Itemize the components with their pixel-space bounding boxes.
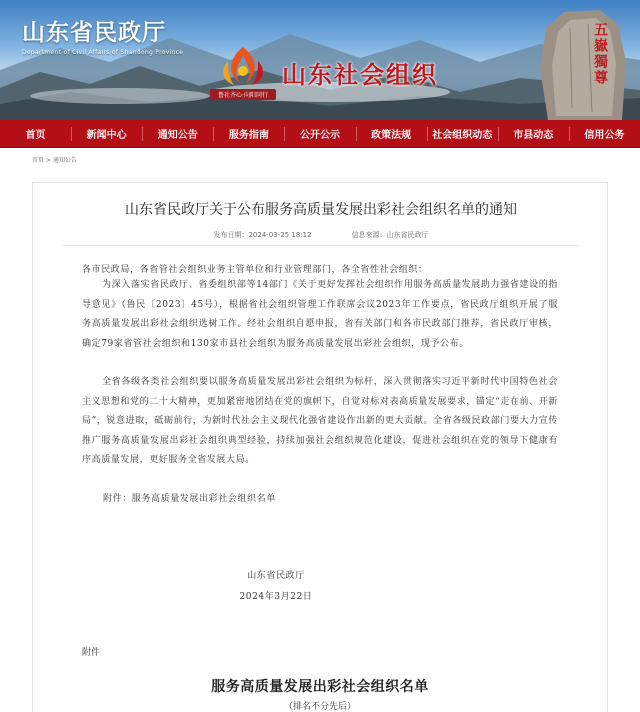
nav-item-public-notice[interactable]: 公开公示 — [284, 120, 355, 147]
brand-title: 山东社会组织 — [282, 60, 438, 89]
nav-item-policies[interactable]: 政策法规 — [356, 120, 427, 147]
salutation: 各市民政局，各省管社会组织业务主管单位和行业管理部门，各全省性社会组织： — [82, 265, 428, 275]
article-meta — [33, 230, 609, 240]
signature-org: 山东省民政厅 — [247, 571, 305, 581]
nav-item-notices[interactable]: 通知公告 — [142, 120, 213, 147]
nav-item-home[interactable]: 首页 — [25, 130, 46, 141]
paragraph-2: 全省各级各类社会组织要以服务高质量发展出彩社会组织为标杆，深入贯彻落实习近平新时代中国特色社会主义思想和党的二十大精神，更加紧密地团结在党的旗帜下，自觉对标对表高质量发展要求，锚定“走在前、开新局”，锐意进取，砥砺前行，为新时代社会主义现代化强省建设作出新的更大贡献。全省各级民政部门要大力宣传推广服务高质量发展出彩社会组织典型经验，持续加强社会组织规范化建设，促进社会组织在党的领导下健康有序高质量发展，更好服务全省发展大局。 — [82, 377, 558, 465]
brand-slogan: 鲁社齐心·向阳同行 — [210, 89, 276, 100]
publish-date: 2024-03-25 18:12 — [248, 231, 312, 239]
breadcrumb-current[interactable]: 通知公告 — [52, 157, 77, 164]
breadcrumb-home[interactable]: 首页 — [32, 157, 45, 164]
attachment-line[interactable]: 附件：服务高质量发展出彩社会组织名单 — [103, 494, 276, 504]
rock-inscription: 五嶽獨尊 — [592, 22, 608, 86]
publish-label: 发布日期： — [213, 231, 249, 239]
nav-item-city-news[interactable]: 市县动态 — [498, 120, 569, 147]
breadcrumb-separator: > — [44, 157, 53, 164]
source-label: 信息来源： — [351, 231, 387, 239]
signature-date: 2024年3月22日 — [239, 592, 313, 602]
article-title: 山东省民政厅关于公布服务高质量发展出彩社会组织名单的通知 — [125, 202, 517, 218]
nav-item-news-center[interactable]: 新闻中心 — [71, 120, 142, 147]
source-value: 山东省民政厅 — [386, 231, 429, 239]
site-logo[interactable] — [22, 14, 183, 56]
site-name: 山东省民政厅 — [22, 19, 166, 46]
brand-logo[interactable] — [210, 42, 438, 102]
paragraph-1: 为深入落实省民政厅、省委组织部等14部门《关于更好发挥社会组织作用服务高质量发展助力强省建设的指导意见》（鲁民〔2023〕45号），根据省社会组织管理工作联席会议2023年工作要点，省民政厅组织开展了服务高质量发展出彩社会组织选树工作。经社会组织自愿申报，省有关部门和各市民政部门推荐，省民政厅审核，确定79家省管社会组织和130家市县社会组织为服务高质量发展出彩社会组织，现予公布。 — [82, 280, 558, 349]
nav-item-service-guide[interactable]: 服务指南 — [213, 120, 284, 147]
header-banner — [0, 0, 640, 120]
main-nav — [0, 120, 640, 148]
nav-item-credit[interactable]: 信用公务 — [569, 120, 640, 147]
list-note: （排名不分先后） — [283, 702, 356, 712]
breadcrumb — [32, 155, 77, 164]
nav-item-org-news[interactable]: 社会组织动态 — [427, 120, 498, 147]
taishan-rock-image — [530, 8, 634, 120]
title-divider — [63, 245, 579, 246]
flame-emblem-icon — [210, 43, 268, 101]
site-name-en: Department of Civil Affairs of Shandong Province — [22, 49, 184, 56]
list-title: 服务高质量发展出彩社会组织名单 — [211, 679, 429, 695]
annex-label: 附件 — [82, 648, 101, 658]
